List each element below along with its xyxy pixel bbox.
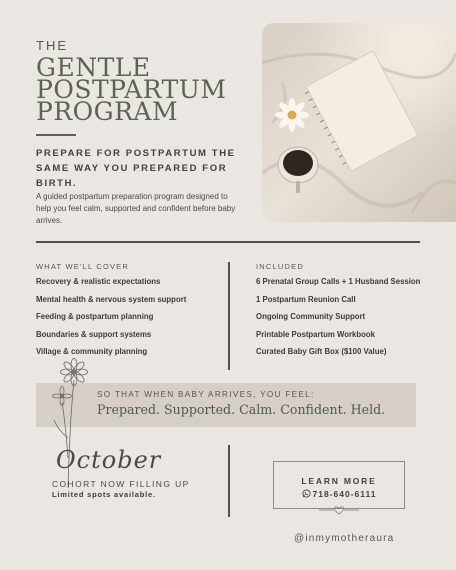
- bottom-divider: [228, 445, 230, 517]
- list-item: Village & community planning: [36, 347, 148, 357]
- list-item: Ongoing Community Support: [256, 312, 366, 322]
- cohort-status: COHORT NOW FILLING UP: [52, 479, 190, 489]
- title-line-1: GENTLE: [36, 53, 151, 82]
- cohort-note: Limited spots available.: [52, 490, 156, 499]
- banner-subtitle: SO THAT WHEN BABY ARRIVES, YOU FEEL:: [97, 390, 315, 399]
- hero-photo-illustration: [262, 23, 456, 222]
- list-item: Feeding & postpartum planning: [36, 312, 154, 322]
- phone-line[interactable]: [274, 489, 404, 499]
- eyebrow-the: THE: [36, 38, 68, 53]
- cover-heading: WHAT WE'LL COVER: [36, 262, 130, 271]
- social-handle[interactable]: @inmymotheraura: [294, 533, 395, 544]
- title-divider: [36, 134, 76, 136]
- list-item: Boundaries & support systems: [36, 329, 152, 339]
- cohort-month: October: [56, 446, 162, 474]
- learn-more-box[interactable]: [273, 461, 405, 509]
- list-item: Curated Baby Gift Box ($100 Value): [256, 347, 387, 357]
- included-heading: INCLUDED: [256, 262, 304, 271]
- intro-text: A guided postpartum preparation program designed to help you feel calm, supported and confident before baby arrives.: [36, 192, 236, 225]
- title-line-2: POSTPARTUM: [36, 75, 227, 104]
- section-divider: [36, 241, 420, 243]
- column-divider: [228, 262, 230, 370]
- list-item: 6 Prenatal Group Calls + 1 Husband Session: [256, 277, 421, 286]
- list-item: Recovery & realistic expectations: [36, 277, 161, 286]
- hero-photo: [262, 23, 456, 222]
- learn-more-label: LEARN MORE: [301, 476, 377, 486]
- list-item: Printable Postpartum Workbook: [256, 329, 375, 339]
- cover-list: [36, 276, 186, 364]
- phone-number: 718-640-6111: [312, 489, 377, 499]
- included-list: [256, 276, 420, 364]
- heart-flourish-icon: [319, 504, 359, 516]
- tagline: PREPARE FOR POSTPARTUM THE SAME WAY YOU PREPARED FOR BIRTH.: [36, 148, 236, 189]
- banner-headline: Prepared. Supported. Calm. Confident. Held.: [97, 402, 386, 417]
- list-item: Mental health & nervous system support: [36, 294, 187, 304]
- whatsapp-icon: [302, 489, 311, 498]
- title-line-3: PROGRAM: [36, 97, 179, 126]
- list-item: 1 Postpartum Reunion Call: [256, 294, 356, 304]
